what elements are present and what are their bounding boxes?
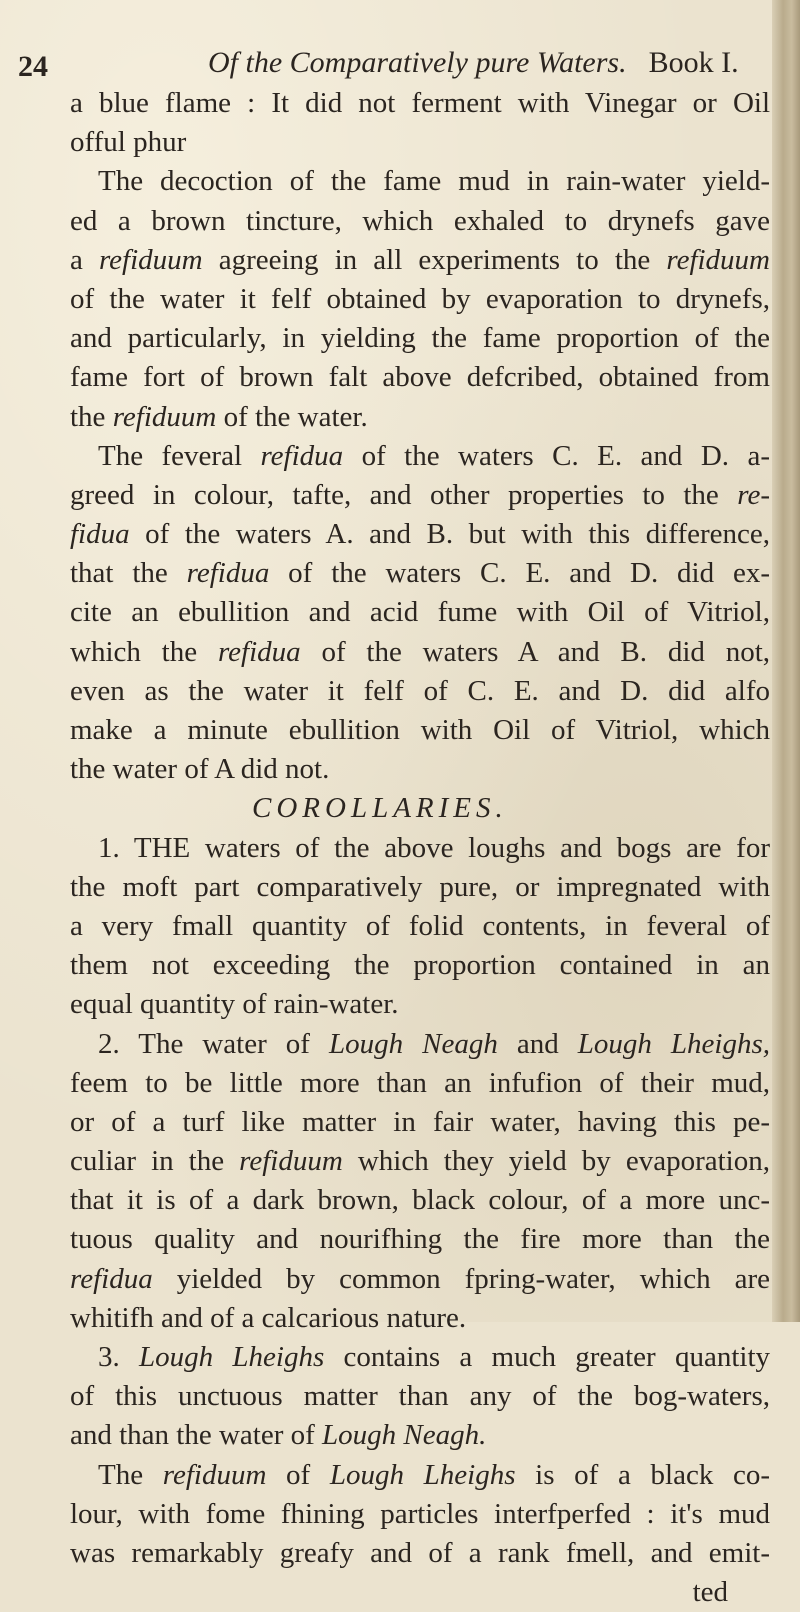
text-line: that it is of a dark brown, black colour, of a more unc- [70, 1184, 770, 1217]
text-line: was remarkably greafy and of a rank fmell, and emit- [70, 1536, 770, 1569]
text-line: the moft part comparatively pure, or impregnated with [70, 870, 770, 903]
text-line: even as the water it felf of C. E. and D. did alfo [70, 674, 770, 707]
running-head-book: Book I. [648, 46, 739, 79]
text-line: offul phur [70, 126, 187, 159]
page-edge [772, 0, 800, 1322]
text-line: refidua yielded by common fpring-water, which are [70, 1262, 770, 1295]
text-line: ed a brown tincture, which exhaled to drynefs gave [70, 204, 770, 237]
text-line: 2. The water of Lough Neagh and Lough Lheighs, [98, 1027, 771, 1060]
catchword: ted [692, 1576, 728, 1609]
text-line: them not exceeding the proportion contained in an [70, 949, 770, 982]
text-line: The decoction of the fame mud in rain-water yield- [98, 165, 770, 198]
text-line: a blue flame : It did not ferment with Vinegar or Oil [70, 87, 770, 119]
text-line: and particularly, in yielding the fame proportion of the [70, 322, 770, 355]
text-line: of the water it felf obtained by evaporation to drynefs, [70, 282, 770, 315]
text-line: lour, with fome fhining particles interfperfed : it's mud [70, 1497, 770, 1530]
text-line: cite an ebullition and acid fume with Oil of Vitriol, [70, 596, 770, 629]
body-text [70, 84, 770, 1612]
text-line: fame fort of brown falt above defcribed, obtained from [70, 361, 770, 394]
text-line: a refiduum agreeing in all experiments to the refiduum [70, 243, 770, 276]
text-line: the water of A did not. [70, 753, 330, 786]
text-line: that the refidua of the waters C. E. and D. did ex- [70, 557, 770, 590]
section-heading: COROLLARIES. [252, 792, 508, 825]
text-line: and than the water of Lough Neagh. [70, 1419, 487, 1452]
text-line: of this unctuous matter than any of the bog-waters, [70, 1380, 770, 1413]
text-line: make a minute ebullition with Oil of Vitriol, which [70, 714, 770, 746]
text-line: a very fmall quantity of folid contents, in feveral of [70, 909, 770, 942]
text-line: fidua of the waters A. and B. but with this difference, [70, 518, 770, 551]
running-head-title: Of the Comparatively pure Waters. [208, 46, 627, 79]
text-line: the refiduum of the water. [70, 400, 368, 433]
text-line: or of a turf like matter in fair water, having this pe- [70, 1105, 770, 1138]
text-line: feem to be little more than an infufion of their mud, [70, 1066, 770, 1099]
text-line: equal quantity of rain-water. [70, 988, 399, 1021]
text-line: greed in colour, tafte, and other properties to the re- [70, 478, 770, 511]
text-line: culiar in the refiduum which they yield by evaporation, [70, 1145, 770, 1178]
text-line: which the refidua of the waters A and B. did not, [70, 635, 770, 668]
text-line: tuous quality and nourifhing the fire more than the [70, 1223, 770, 1256]
running-head [208, 46, 739, 80]
text-line: The feveral refidua of the waters C. E. and D. a- [98, 439, 770, 472]
text-line: The refiduum of Lough Lheighs is of a black co- [98, 1458, 770, 1491]
page-number: 24 [18, 50, 48, 83]
text-line: 1. THE waters of the above loughs and bogs are for [98, 831, 770, 864]
text-line: whitifh and of a calcarious nature. [70, 1301, 467, 1334]
text-line: 3. Lough Lheighs contains a much greater quantity [98, 1341, 770, 1373]
